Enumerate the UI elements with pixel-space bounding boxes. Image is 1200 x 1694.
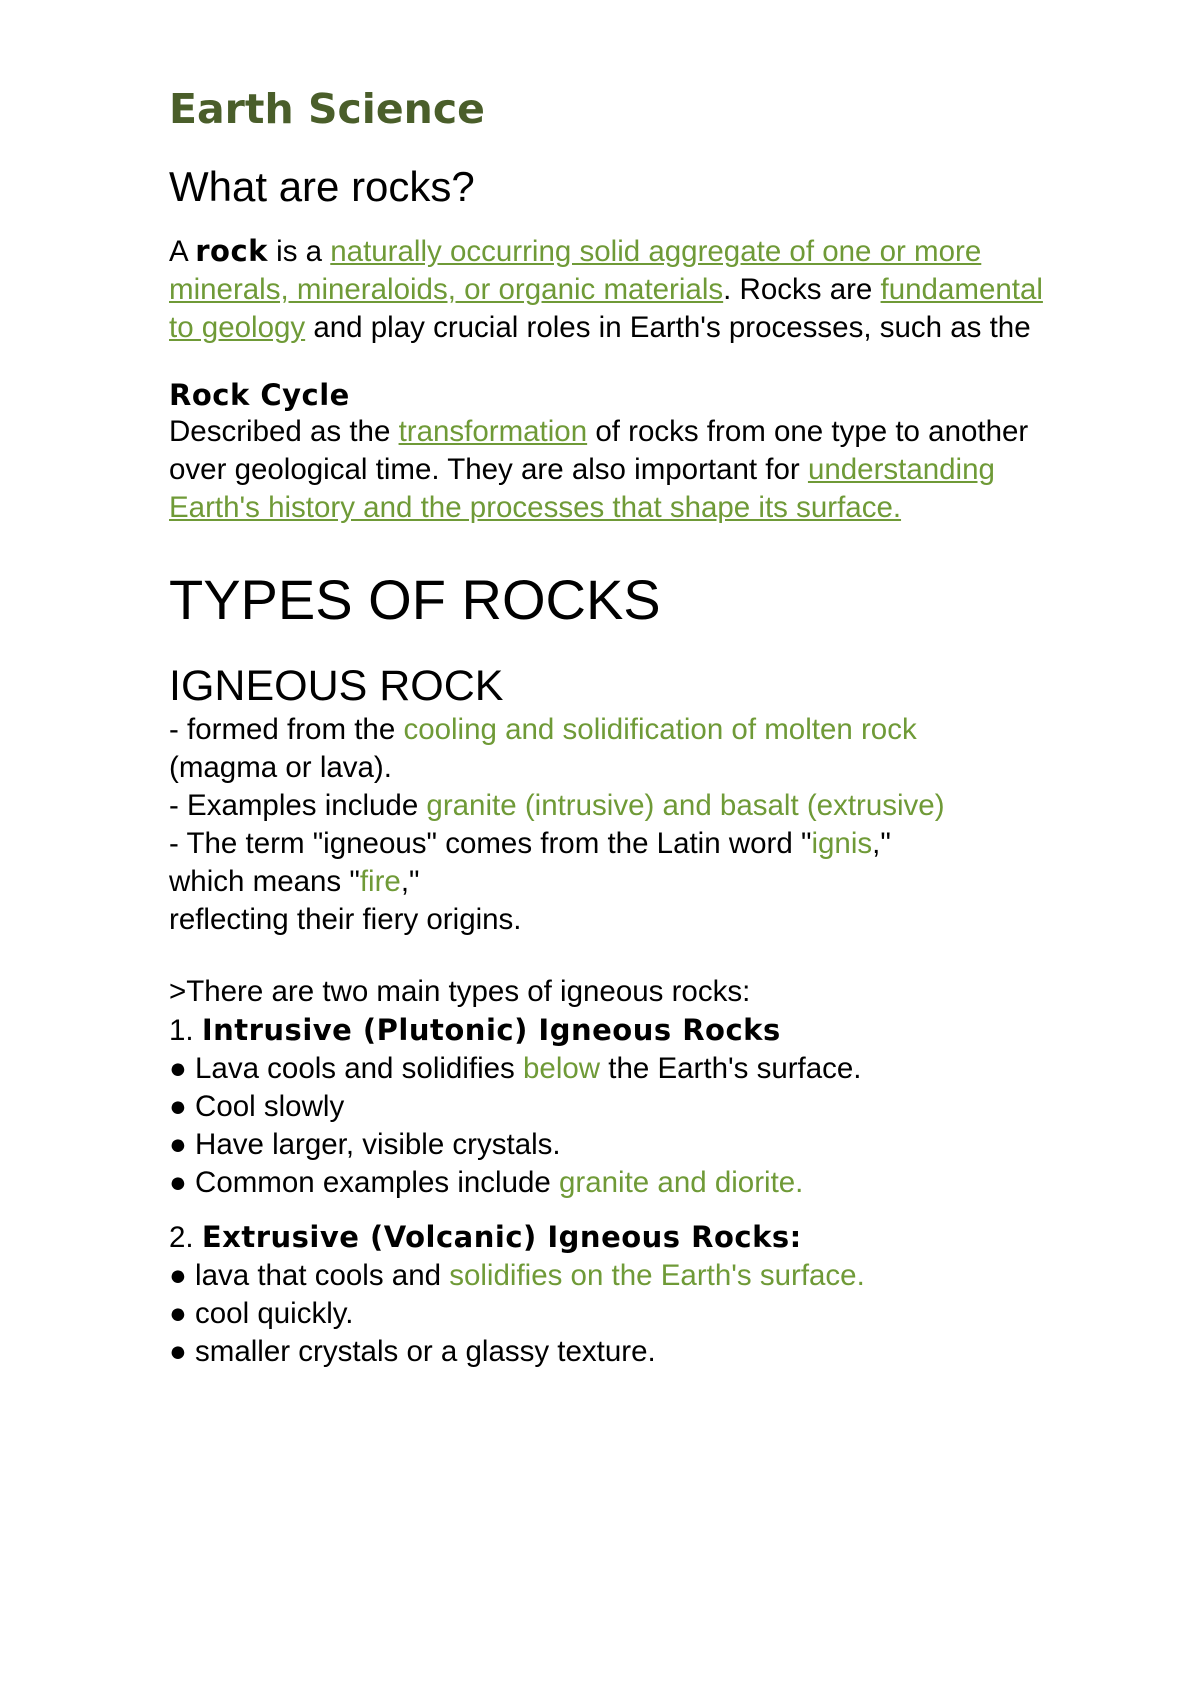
extrusive-bullet-1-highlight: solidifies on the Earth's surface. xyxy=(449,1259,865,1292)
igneous-line-4-highlight: ignis xyxy=(811,827,873,860)
igneous-line-1 xyxy=(169,711,1049,749)
intrusive-bullet-3: ● Have larger, visible crystals. xyxy=(169,1128,561,1161)
question-heading: What are rocks? xyxy=(169,163,475,210)
igneous-line-4 xyxy=(169,825,1049,863)
extrusive-section xyxy=(169,1218,1049,1371)
igneous-line-4-text: - The term "igneous" comes from the Latin word " xyxy=(169,827,812,860)
intrusive-bullet-1-highlight: below xyxy=(523,1052,601,1085)
intro-link-definition[interactable]: naturally occurring solid aggregate of one or more minerals, mineraloids, or organic materials xyxy=(169,235,982,306)
igneous-heading: IGNEOUS ROCK xyxy=(169,662,504,710)
spacer xyxy=(169,939,1049,973)
document-page xyxy=(169,78,1049,1371)
rock-cycle-paragraph xyxy=(169,413,1049,527)
intrusive-bullet-4-text: ● Common examples include xyxy=(169,1166,560,1199)
intrusive-bullet-2: ● Cool slowly xyxy=(169,1090,345,1123)
extrusive-bullet-3: ● smaller crystals or a glassy texture. xyxy=(169,1335,656,1368)
igneous-description xyxy=(169,711,1049,1011)
types-heading: TYPES OF ROCKS xyxy=(169,568,661,631)
igneous-line-3-highlight: granite (intrusive) and basalt (extrusive) xyxy=(426,789,945,822)
intro-is-a: is a xyxy=(267,235,331,268)
igneous-line-1-highlight: cooling and solidification of molten rock xyxy=(403,713,917,746)
igneous-line-6: reflecting their fiery origins. xyxy=(169,903,522,936)
intrusive-bullet-1 xyxy=(169,1050,1049,1088)
igneous-two-types: >There are two main types of igneous rocks: xyxy=(169,975,751,1008)
extrusive-bullet-2: ● cool quickly. xyxy=(169,1297,354,1330)
intrusive-heading: Intrusive (Plutonic) Igneous Rocks xyxy=(201,1013,781,1047)
intrusive-section xyxy=(169,1011,1049,1218)
intro-rocks-are: . Rocks are xyxy=(723,273,881,306)
rock-cycle-heading: Rock Cycle xyxy=(169,378,350,412)
document-title: Earth Science xyxy=(169,85,485,133)
intrusive-bullet-1-text: ● Lava cools and solidifies xyxy=(169,1052,523,1085)
extrusive-heading: Extrusive (Volcanic) Igneous Rocks: xyxy=(201,1220,802,1254)
igneous-line-4-end: ," xyxy=(872,827,891,860)
extrusive-bullet-1 xyxy=(169,1257,1049,1295)
intrusive-bullet-4 xyxy=(169,1164,1049,1202)
intro-link-geology[interactable]: fundamental to geology xyxy=(169,273,1043,344)
igneous-line-5 xyxy=(169,863,1049,901)
extrusive-number: 2. xyxy=(169,1221,202,1254)
igneous-line-3 xyxy=(169,787,1049,825)
rock-cycle-link-history[interactable]: understanding Earth's history and the processes that shape its surface. xyxy=(169,453,995,524)
intro-rock-bold: rock xyxy=(195,234,268,268)
intro-rest: and play crucial roles in Earth's processes, such as the xyxy=(305,311,1031,344)
intro-a: A xyxy=(169,235,196,268)
intrusive-heading-line xyxy=(169,1011,1049,1050)
intro-paragraph xyxy=(169,232,1049,347)
intrusive-bullet-1-end: the Earth's surface. xyxy=(600,1052,862,1085)
intrusive-number: 1. xyxy=(169,1014,202,1047)
igneous-line-5-highlight: fire xyxy=(359,865,401,898)
rock-cycle-link-transformation[interactable]: transformation xyxy=(398,415,588,448)
igneous-line-1-text: - formed from the xyxy=(169,713,404,746)
spacer xyxy=(169,1202,1049,1218)
igneous-line-5-text: which means " xyxy=(169,865,360,898)
extrusive-bullet-1-text: ● lava that cools and xyxy=(169,1259,450,1292)
igneous-line-3-text: - Examples include xyxy=(169,789,427,822)
intrusive-bullet-4-highlight: granite and diorite. xyxy=(559,1166,804,1199)
rock-cycle-described: Described as the xyxy=(169,415,399,448)
igneous-line-5-end: ," xyxy=(400,865,420,898)
rock-cycle-middle: of rocks from one type to another over geological time. They are also important for xyxy=(169,415,1029,486)
extrusive-heading-line xyxy=(169,1218,1049,1257)
igneous-line-2: (magma or lava). xyxy=(169,751,392,784)
